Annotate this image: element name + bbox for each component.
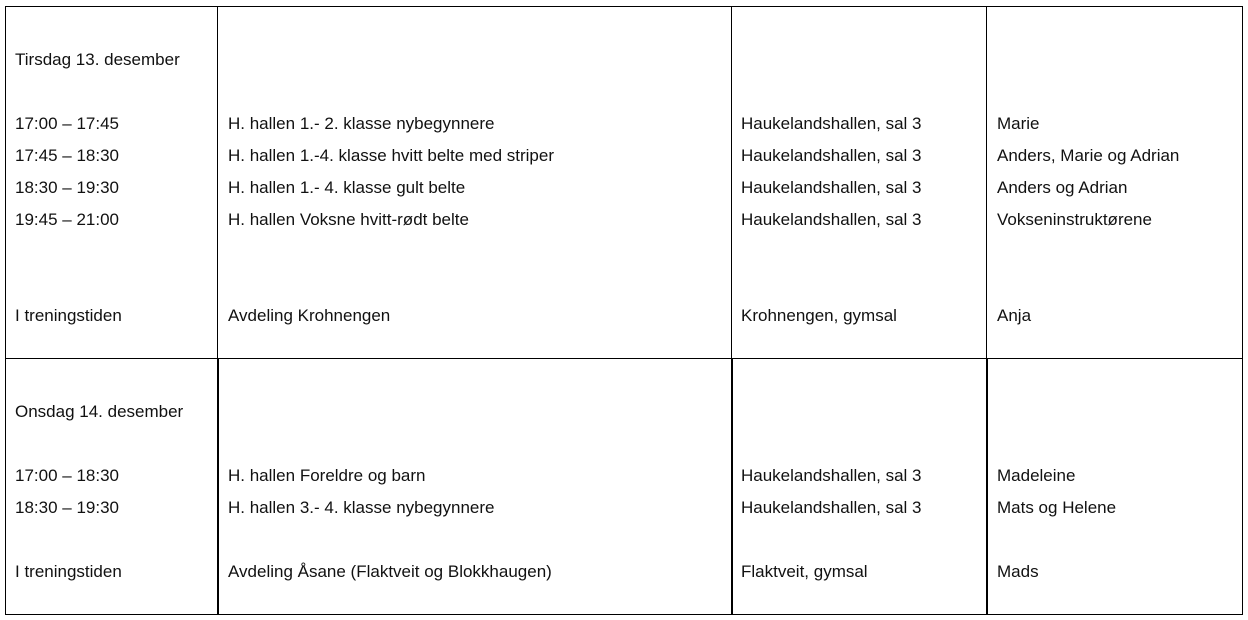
group-cell: H. hallen Voksne hvitt-rødt belte [228, 210, 469, 229]
group-cell: H. hallen 1.- 2. klasse nybegynnere [228, 114, 495, 133]
time-cell: 17:00 – 17:45 [15, 114, 119, 133]
day-block-wednesday [5, 358, 1243, 615]
group-cell: H. hallen 3.- 4. klasse nybegynnere [228, 498, 495, 517]
instructor-cell: Anders, Marie og Adrian [997, 146, 1180, 165]
instructor-cell: Mads [997, 562, 1039, 581]
schedule-table [5, 6, 1243, 615]
time-cell: 18:30 – 19:30 [15, 178, 119, 197]
day-date: Tirsdag 13. desember [15, 50, 180, 69]
time-cell: 17:45 – 18:30 [15, 146, 119, 165]
day-block-tuesday [5, 6, 1243, 359]
time-cell: 18:30 – 19:30 [15, 498, 119, 517]
group-cell: H. hallen Foreldre og barn [228, 466, 426, 485]
place-cell: Haukelandshallen, sal 3 [741, 466, 922, 485]
column-divider [217, 7, 218, 358]
group-cell: Avdeling Åsane (Flaktveit og Blokkhaugen) [228, 562, 552, 581]
time-cell: I treningstiden [15, 306, 122, 325]
column-divider [986, 359, 988, 614]
place-cell: Haukelandshallen, sal 3 [741, 114, 922, 133]
place-cell: Haukelandshallen, sal 3 [741, 178, 922, 197]
column-divider [217, 359, 219, 614]
instructor-cell: Anders og Adrian [997, 178, 1128, 197]
day-date: Onsdag 14. desember [15, 402, 184, 421]
place-cell: Haukelandshallen, sal 3 [741, 498, 922, 517]
column-divider [731, 7, 732, 358]
instructor-cell: Vokseninstruktørene [997, 210, 1152, 229]
time-cell: 17:00 – 18:30 [15, 466, 119, 485]
group-cell: Avdeling Krohnengen [228, 306, 391, 325]
place-cell: Flaktveit, gymsal [741, 562, 868, 581]
time-cell: I treningstiden [15, 562, 122, 581]
instructor-cell: Mats og Helene [997, 498, 1117, 517]
time-cell: 19:45 – 21:00 [15, 210, 119, 229]
column-divider [731, 359, 733, 614]
place-cell: Haukelandshallen, sal 3 [741, 210, 922, 229]
group-cell: H. hallen 1.-4. klasse hvitt belte med striper [228, 146, 554, 165]
instructor-cell: Marie [997, 114, 1040, 133]
group-cell: H. hallen 1.- 4. klasse gult belte [228, 178, 466, 197]
column-divider [986, 7, 987, 358]
instructor-cell: Madeleine [997, 466, 1076, 485]
instructor-cell: Anja [997, 306, 1032, 325]
place-cell: Haukelandshallen, sal 3 [741, 146, 922, 165]
place-cell: Krohnengen, gymsal [741, 306, 897, 325]
